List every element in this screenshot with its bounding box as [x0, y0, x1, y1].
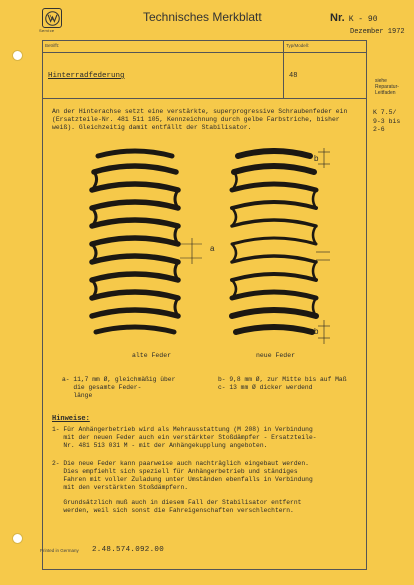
- label-b-top: b: [314, 154, 319, 163]
- old-spring-caption: alte Feder: [132, 352, 172, 359]
- type-value: 48: [289, 72, 298, 80]
- subject-value: Hinterradfederung: [48, 72, 125, 80]
- document-date: Dezember 1972: [350, 28, 405, 36]
- divider: [42, 98, 367, 99]
- printed-in-germany: Printed in Germany: [40, 548, 79, 553]
- side-ref-3: 2-6: [373, 126, 385, 133]
- intro-paragraph: An der Hinterachse setzt eine verstärkte, superprogressive Schraubenfeder ein (Ersatzteile-Nr. 481 511 105, Kennzeichnung durch gelbe Farbstriche, bisher weiß). Gleichzeitig damit entfällt der Stabilisator.: [52, 108, 348, 132]
- new-spring-caption: neue Feder: [256, 352, 296, 359]
- note-1: 1- Für Anhängerbetrieb wird als Mehrausstattung (M 208) in Verbindung mit der neuen Feder auch ein verstärkter Stoßdämpfer - Ersatzteile- Nr. 481 513 031 M - mit der Anhängekupplung angeboten.: [52, 426, 317, 449]
- side-note: siehe Reparatur-Leitfaden: [375, 78, 399, 96]
- new-spring-description: b- 9,8 mm Ø, zur Mitte bis auf Maß c- 13 mm Ø dicker werdend: [218, 376, 347, 391]
- old-spring-description: a- 11,7 mm Ø, gleichmäßig über die gesamte Feder- länge: [62, 376, 176, 399]
- divider: [42, 52, 367, 53]
- subject-label: Betrifft:: [45, 43, 60, 48]
- document-number: [330, 12, 378, 24]
- side-ref-2: 9-3 bis: [373, 117, 401, 125]
- number-value: K - 90: [348, 15, 378, 24]
- note-3: Grundsätzlich muß auch in diesem Fall der Stabilisator entfernt werden, weil sich sonst die Fahreigenschaften verschlechtern.: [63, 499, 302, 514]
- number-label: Nr.: [330, 12, 345, 24]
- punch-hole-top: [12, 50, 23, 61]
- type-label: Typ/Modell:: [286, 43, 310, 48]
- divider: [283, 40, 284, 98]
- label-a: a: [210, 244, 215, 253]
- old-spring: [92, 151, 178, 332]
- vw-logo-icon: [42, 8, 62, 28]
- notes-heading: Hinweise:: [52, 415, 90, 423]
- document-title: Technisches Merkblatt: [143, 10, 262, 24]
- side-references: [373, 109, 400, 135]
- note-2: 2- Die neue Feder kann paarweise auch nachträglich eingebaut werden. Dies empfiehlt sich speziell für Anhängerbetrieb und ständiges Fahren mit voller Zuladung unter Umständen ebenfalls in Verbindung mit den verstärkten Stoßdämpfern.: [52, 460, 313, 491]
- punch-hole-bottom: [12, 533, 23, 544]
- new-spring: [232, 151, 319, 332]
- label-b-bottom: b: [314, 327, 319, 336]
- logo-caption: Service: [39, 28, 55, 33]
- side-ref-1: K 7.5/: [373, 109, 397, 116]
- form-number: 2.48.574.092.00: [92, 546, 165, 554]
